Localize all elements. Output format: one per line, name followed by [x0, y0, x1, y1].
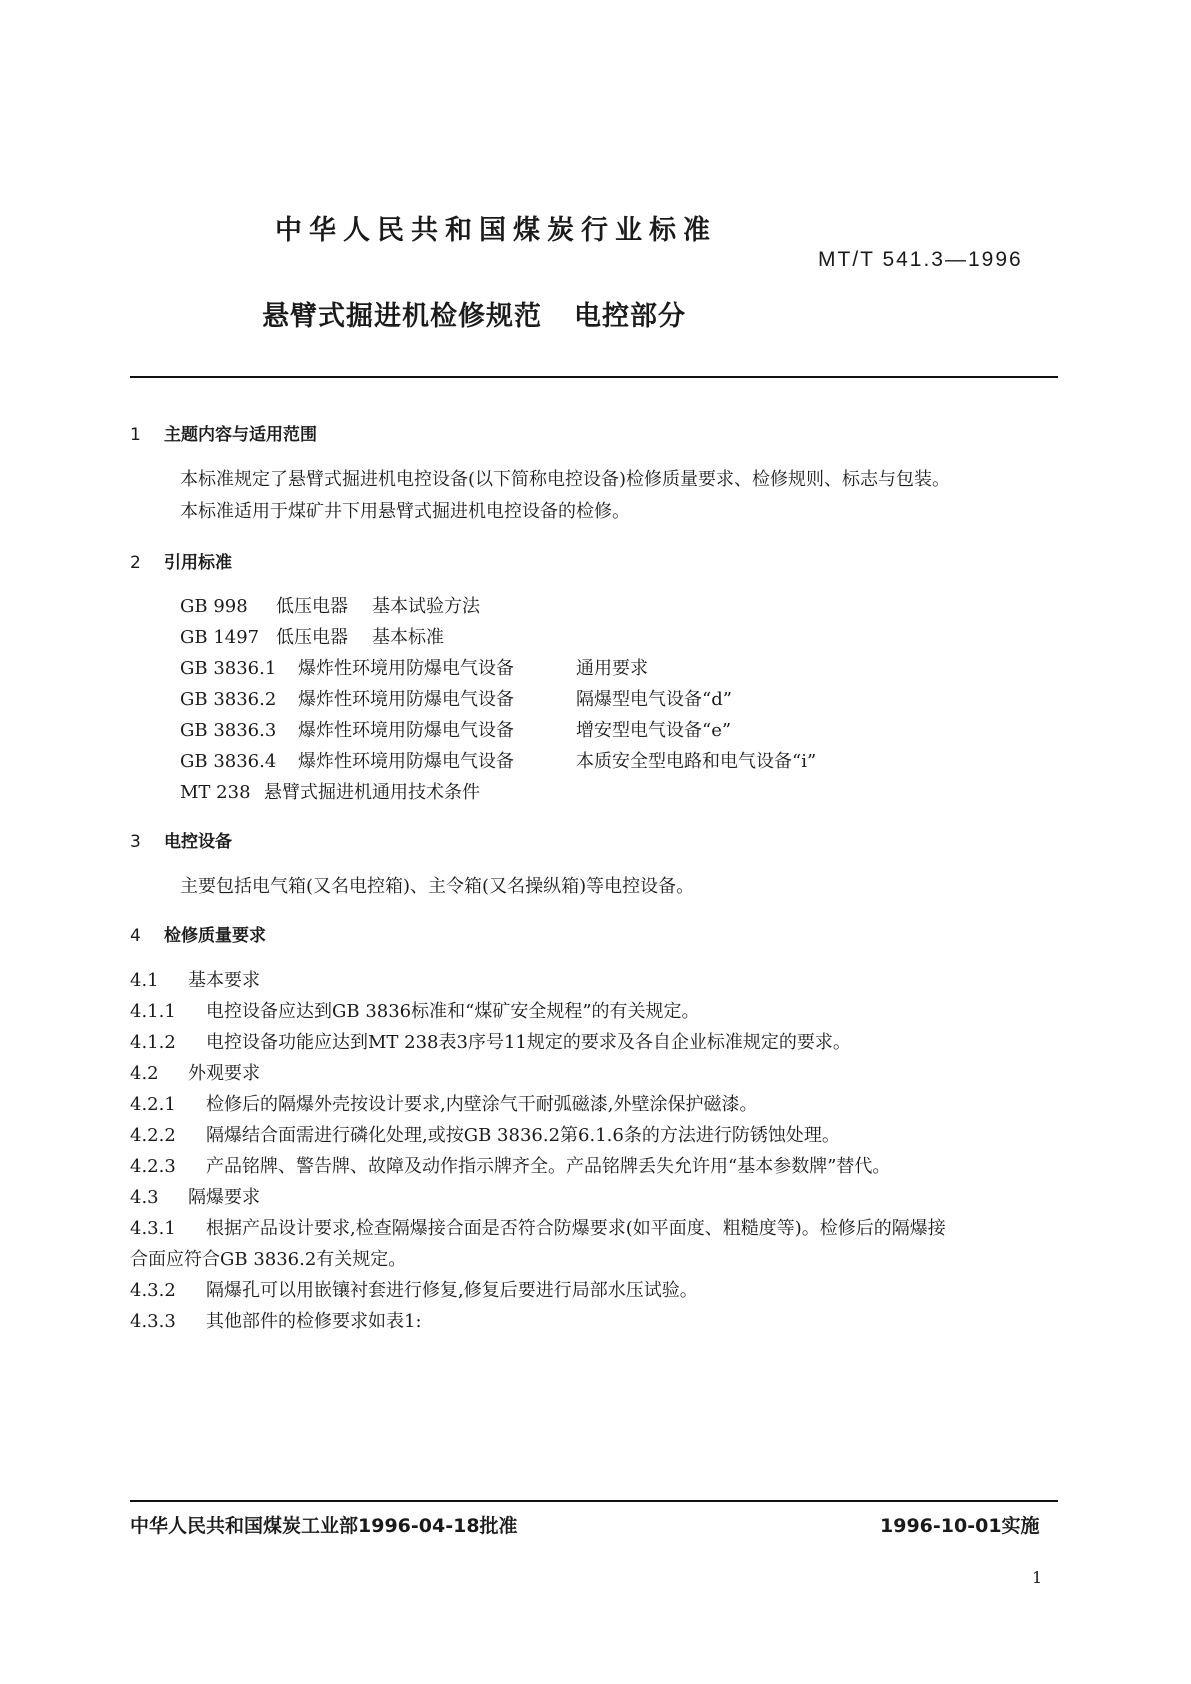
clause: [130, 966, 260, 992]
clause-number: 4.1.1: [130, 1001, 176, 1022]
clause-text: 电控设备功能应达到MT 238表3序号11规定的要求及各自企业标准规定的要求。: [206, 1032, 851, 1053]
section-title: 主题内容与适用范围: [164, 425, 317, 445]
clause-number: 4.1.2: [130, 1032, 176, 1053]
reference-code: MT 238: [180, 782, 251, 803]
clause: [130, 1214, 946, 1240]
clause-text: 产品铭牌、警告牌、故障及动作指示牌齐全。产品铭牌丢失允许用“基本参数牌”替代。: [206, 1156, 891, 1177]
clause-text: 隔爆结合面需进行磷化处理,或按GB 3836.2第6.1.6条的方法进行防锈蚀处理。: [206, 1125, 840, 1146]
clause-number: 4.2.2: [130, 1125, 176, 1146]
reference-subtitle: 基本标准: [372, 627, 444, 648]
clause-text: 基本要求: [188, 970, 260, 991]
reference-name: 低压电器: [276, 627, 348, 648]
paragraph: 本标准规定了悬臂式掘进机电控设备(以下简称电控设备)检修质量要求、检修规则、标志与包装。: [180, 469, 951, 490]
clause: [130, 1121, 840, 1147]
section-number: 1: [130, 425, 141, 445]
reference-code: GB 3836.2: [180, 689, 277, 710]
reference-item: [180, 623, 444, 649]
clause-number: 4.2.1: [130, 1094, 176, 1115]
reference-subtitle: 通用要求: [576, 658, 648, 679]
clause-text: 检修后的隔爆外壳按设计要求,内壁涂气干耐弧磁漆,外壁涂保护磁漆。: [206, 1094, 758, 1115]
reference-item: [180, 685, 732, 711]
reference-code: GB 3836.3: [180, 720, 277, 741]
reference-name: 爆炸性环境用防爆电气设备: [298, 689, 514, 710]
clause: [130, 1183, 260, 1209]
clause-number: 4.2: [130, 1063, 159, 1084]
section-2-heading: [130, 548, 232, 573]
section-number: 3: [130, 832, 141, 852]
clause-text: 电控设备应达到GB 3836标准和“煤矿安全规程”的有关规定。: [206, 1001, 700, 1022]
clause-number: 4.3.1: [130, 1218, 176, 1239]
paragraph: 本标准适用于煤矿井下用悬臂式掘进机电控设备的检修。: [180, 501, 630, 522]
reference-code: GB 998: [180, 596, 248, 617]
section-number: 4: [130, 926, 141, 946]
org-title: 中华人民共和国煤炭行业标准: [275, 215, 717, 246]
clause: [130, 1059, 260, 1085]
section-title: 电控设备: [164, 832, 232, 852]
clause-text: 隔爆要求: [188, 1187, 260, 1208]
reference-item: [180, 747, 816, 773]
clause: [130, 1028, 851, 1054]
approval-line: 中华人民共和国煤炭工业部1996-04-18批准: [130, 1515, 518, 1537]
reference-code: GB 1497: [180, 627, 260, 648]
clause-continuation: [130, 1245, 406, 1271]
reference-name: 爆炸性环境用防爆电气设备: [298, 751, 514, 772]
clause: [130, 1090, 757, 1116]
clause-text: 合面应符合GB 3836.2有关规定。: [130, 1249, 407, 1270]
header-divider: [130, 376, 1058, 378]
section-4-heading: [130, 921, 266, 946]
reference-subtitle: 本质安全型电路和电气设备“i”: [576, 751, 817, 772]
reference-name: 悬臂式掘进机通用技术条件: [264, 782, 480, 803]
reference-item: [180, 592, 480, 618]
reference-item: [180, 778, 480, 804]
reference-name: 爆炸性环境用防爆电气设备: [298, 658, 514, 679]
clause-number: 4.3.2: [130, 1280, 176, 1301]
section-3-heading: [130, 827, 232, 852]
section-1-heading: [130, 420, 317, 445]
reference-name: 低压电器: [276, 596, 348, 617]
clause-text: 其他部件的检修要求如表1:: [206, 1311, 422, 1332]
reference-subtitle: 增安型电气设备“e”: [576, 720, 732, 741]
clause-text: 隔爆孔可以用嵌镶衬套进行修复,修复后要进行局部水压试验。: [206, 1280, 698, 1301]
page-number: 1: [1032, 1568, 1043, 1587]
reference-code: GB 3836.1: [180, 658, 277, 679]
paragraph: 主要包括电气箱(又名电控箱)、主令箱(又名操纵箱)等电控设备。: [180, 876, 695, 897]
reference-code: GB 3836.4: [180, 751, 277, 772]
reference-subtitle: 基本试验方法: [372, 596, 480, 617]
reference-name: 爆炸性环境用防爆电气设备: [298, 720, 514, 741]
section-title: 引用标准: [164, 553, 232, 573]
clause-text: 外观要求: [188, 1063, 260, 1084]
document-title: [262, 294, 686, 333]
clause-number: 4.3.3: [130, 1311, 176, 1332]
effective-date: 1996-10-01实施: [880, 1515, 1040, 1537]
clause: [130, 1152, 890, 1178]
clause-text: 根据产品设计要求,检查隔爆接合面是否符合防爆要求(如平面度、粗糙度等)。检修后的隔爆接: [206, 1218, 946, 1239]
footer-divider: [130, 1500, 1058, 1502]
document-title-sub: 电控部分: [574, 301, 686, 332]
reference-item: [180, 716, 731, 742]
section-number: 2: [130, 553, 141, 573]
clause-number: 4.2.3: [130, 1156, 176, 1177]
clause: [130, 1307, 422, 1333]
clause-number: 4.1: [130, 970, 159, 991]
standard-code: MT/T 541.3—1996: [818, 248, 1023, 271]
clause: [130, 1276, 698, 1302]
clause-number: 4.3: [130, 1187, 159, 1208]
clause: [130, 997, 700, 1023]
section-title: 检修质量要求: [164, 926, 266, 946]
document-title-main: 悬臂式掘进机检修规范: [262, 301, 542, 332]
reference-subtitle: 隔爆型电气设备“d”: [576, 689, 732, 710]
reference-item: [180, 654, 648, 680]
